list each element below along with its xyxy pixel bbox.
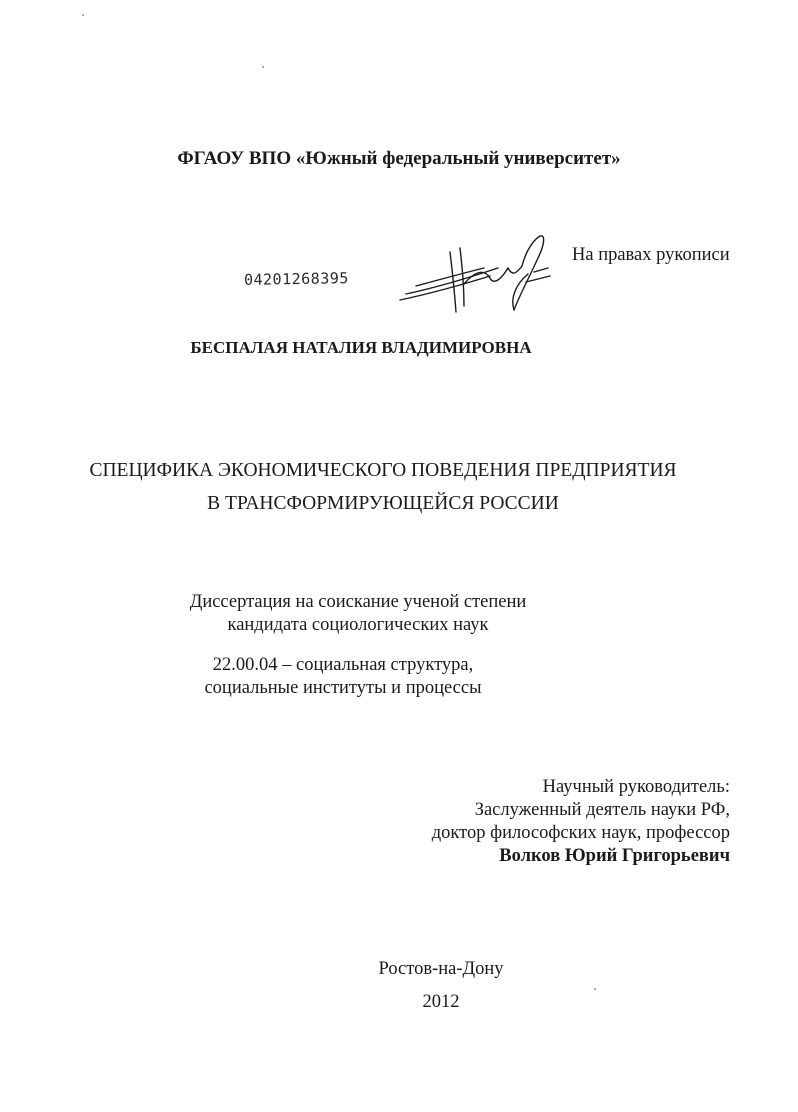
degree-line-1: Диссертация на соискание ученой степени	[189, 592, 527, 612]
degree-line-2: кандидата социологических наук	[227, 615, 489, 635]
year: 2012	[422, 992, 460, 1012]
thesis-title-line-1: СПЕЦИФИКА ЭКОНОМИЧЕСКОГО ПОВЕДЕНИЯ ПРЕДПРИЯТИЯ	[89, 460, 677, 481]
specialty-line-1: 22.00.04 – социальная структура,	[212, 655, 474, 675]
handwritten-signature	[398, 228, 568, 318]
institution-name: ФГАОУ ВПО «Южный федеральный университет»	[177, 148, 621, 169]
archive-number: 04201268395	[243, 269, 349, 289]
scan-speck	[262, 66, 264, 68]
supervisor-label: Научный руководитель:	[542, 777, 730, 797]
city: Ростов-на-Дону	[378, 959, 504, 979]
manuscript-note: На правах рукописи	[572, 245, 730, 265]
supervisor-credentials: доктор философских наук, профессор	[431, 823, 730, 843]
supervisor-honor: Заслуженный деятель науки РФ,	[474, 800, 730, 820]
supervisor-block	[432, 776, 730, 868]
author-name: БЕСПАЛАЯ НАТАЛИЯ ВЛАДИМИРОВНА	[190, 338, 532, 357]
supervisor-name: Волков Юрий Григорьевич	[499, 846, 730, 866]
thesis-title-line-2: В ТРАНСФОРМИРУЮЩЕЙСЯ РОССИИ	[207, 493, 559, 514]
scan-speck	[82, 14, 84, 16]
specialty-line-2: социальные институты и процессы	[204, 678, 482, 698]
